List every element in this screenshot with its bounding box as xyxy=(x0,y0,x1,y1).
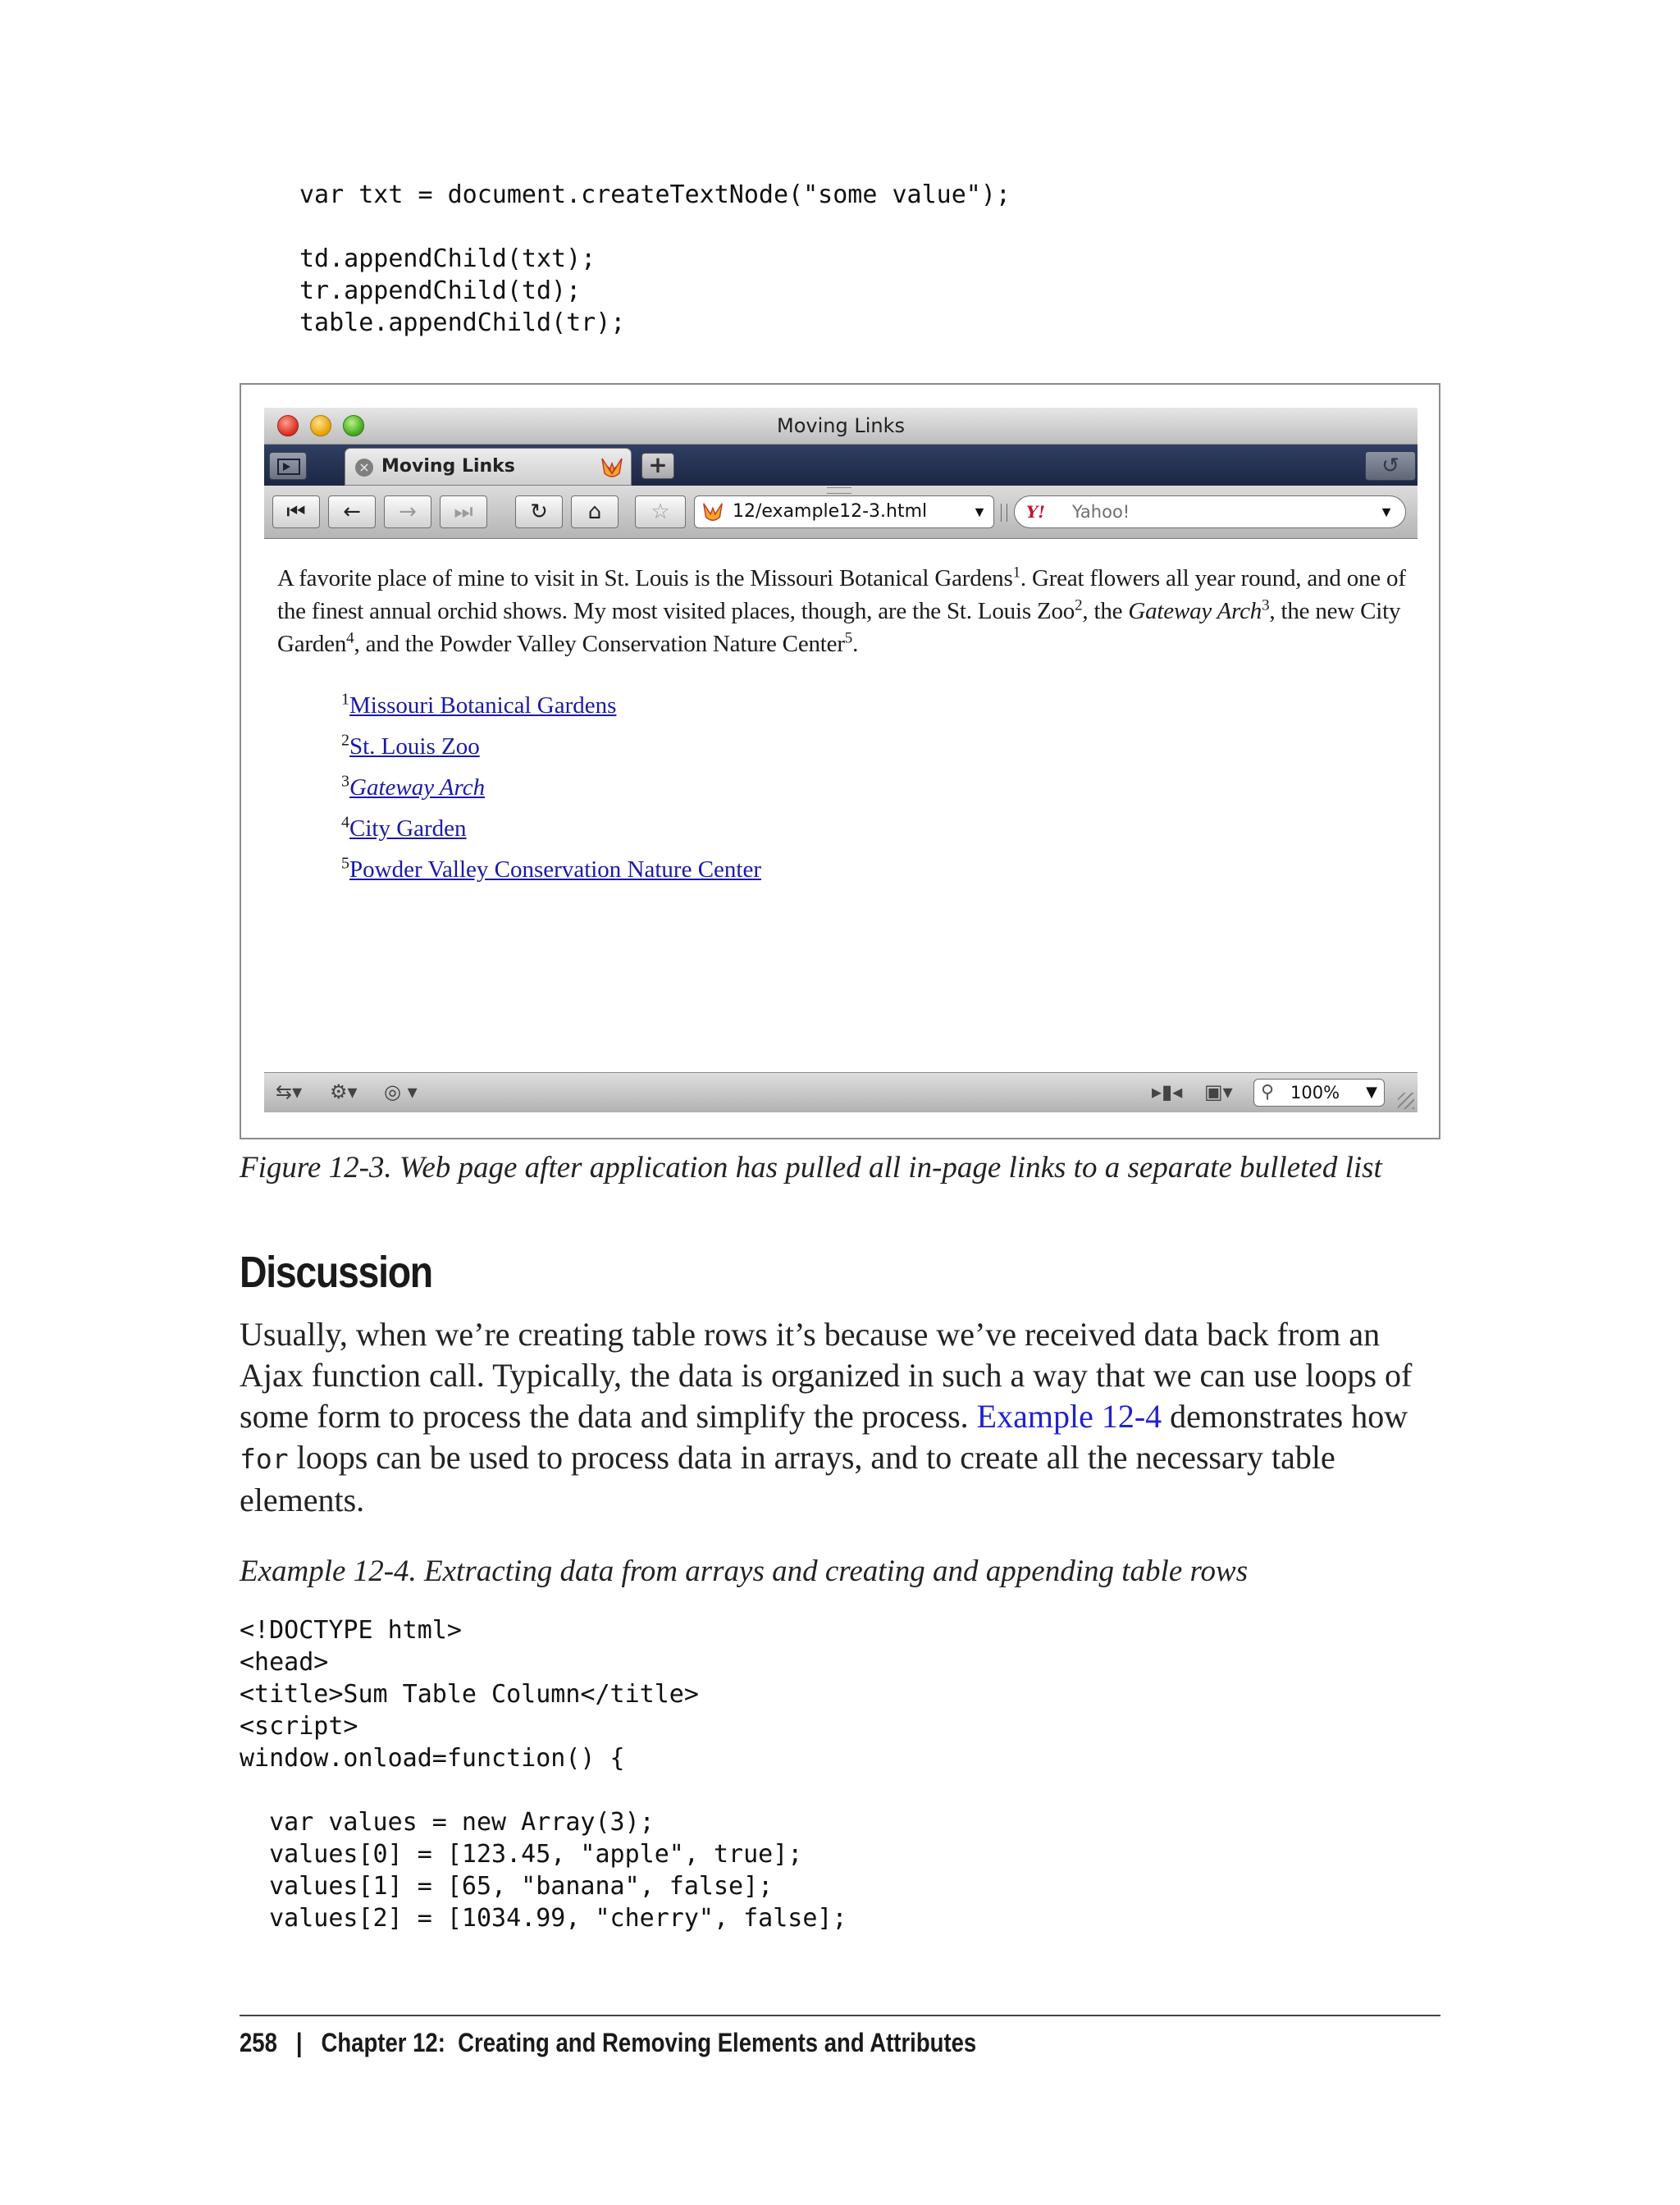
toolbar-splitter[interactable] xyxy=(1001,504,1007,522)
inline-code: for xyxy=(240,1443,289,1475)
network-icon[interactable]: ⚙▾ xyxy=(330,1080,358,1103)
link-city-garden[interactable]: City Garden xyxy=(349,815,467,842)
magnifier-icon: ⚲ xyxy=(1261,1082,1275,1102)
list-item xyxy=(341,726,761,767)
toolbar-grip xyxy=(827,487,851,494)
dropdown-arrow-icon[interactable]: ▼ xyxy=(1366,1084,1377,1101)
url-text: 12/example12-3.html xyxy=(733,501,928,522)
paragraph-text: , the new City Garden xyxy=(277,598,1401,657)
navigation-toolbar xyxy=(264,486,1418,539)
code-line: <!DOCTYPE html> xyxy=(240,1616,462,1645)
home-button[interactable]: ⌂ xyxy=(571,495,619,528)
media-icon[interactable]: ▸▮◂ xyxy=(1152,1080,1183,1103)
footnote-marker: 5 xyxy=(341,854,349,873)
sidebar-toggle-button[interactable] xyxy=(269,452,307,480)
footnote-marker: 3 xyxy=(1262,596,1270,614)
list-item xyxy=(341,808,761,849)
paragraph-text: A favorite place of mine to visit in St. Louis is the Missouri Botanical Gardens xyxy=(277,565,1013,591)
dropdown-arrow-icon[interactable]: ▼ xyxy=(972,504,987,520)
code-line: tr.appendChild(td); xyxy=(299,276,582,305)
paragraph-text: , and the Powder Valley Conservation Nature Center xyxy=(354,631,845,657)
history-icon[interactable]: ↺ xyxy=(1365,451,1416,481)
code-line: window.onload=function() { xyxy=(240,1744,625,1773)
code-block-example xyxy=(240,1614,847,1934)
new-tab-button[interactable]: + xyxy=(641,453,674,479)
footnote-marker: 4 xyxy=(346,629,354,647)
screen-icon[interactable]: ▣▾ xyxy=(1204,1080,1233,1103)
tab-moving-links[interactable] xyxy=(345,448,632,486)
footnote-marker: 5 xyxy=(844,629,853,647)
search-input[interactable] xyxy=(1014,495,1406,528)
back-button[interactable]: ← xyxy=(328,495,376,528)
last-page-button[interactable]: ⏭ xyxy=(440,495,487,528)
code-block-top xyxy=(299,179,1011,339)
footnote-marker: 3 xyxy=(341,772,349,791)
link-list xyxy=(341,685,761,890)
paragraph-text: demonstrates how xyxy=(1162,1398,1408,1435)
code-line: <script> xyxy=(240,1712,358,1741)
paragraph-text: loops can be used to process data in arrays, and to create all the necessary table elements. xyxy=(240,1439,1335,1518)
firefox-fox-icon xyxy=(701,500,724,523)
zoom-value: 100% xyxy=(1290,1083,1340,1102)
example-caption: Example 12-4. Extracting data from arrays and creating and appending table rows xyxy=(240,1554,1249,1588)
paragraph-text: , the xyxy=(1082,598,1129,624)
close-icon[interactable]: × xyxy=(355,459,373,477)
paragraph-text: . xyxy=(852,631,859,657)
list-item xyxy=(341,685,761,726)
code-line: values[2] = [1034.99, "cherry", false]; xyxy=(240,1904,847,1933)
reload-button[interactable]: ↻ xyxy=(515,495,563,528)
link-powder-valley[interactable]: Powder Valley Conservation Nature Center xyxy=(349,856,762,883)
window-title: Moving Links xyxy=(777,414,905,437)
footer-separator: | xyxy=(295,2028,303,2057)
web-page-content xyxy=(264,539,1418,1072)
paragraph-text: . Great flowers all year round, and one of the finest annual orchid shows. My most visited places, though, are the St. Louis Zoo xyxy=(277,565,1406,624)
body-paragraph xyxy=(240,1314,1442,1521)
footnote-marker: 1 xyxy=(1012,564,1020,582)
status-bar xyxy=(264,1072,1418,1112)
search-placeholder: Yahoo! xyxy=(1072,502,1130,522)
addon-bar-icon[interactable]: ⇆▾ xyxy=(276,1080,303,1103)
code-line: var values = new Array(3); xyxy=(240,1808,655,1837)
link-gateway-arch[interactable]: Gateway Arch xyxy=(349,774,486,801)
figure-caption: Figure 12-3. Web page after application has pulled all in-page links to a separate bulleted list xyxy=(240,1151,1382,1185)
code-line: <title>Sum Table Column</title> xyxy=(240,1680,699,1709)
zoom-control[interactable] xyxy=(1253,1079,1385,1107)
code-line: td.appendChild(txt); xyxy=(299,244,596,273)
tab-label: Moving Links xyxy=(381,456,515,477)
first-page-button[interactable]: ⏮ xyxy=(272,495,320,528)
page-number: 258 xyxy=(240,2028,277,2057)
footnote-marker: 1 xyxy=(341,690,349,709)
code-line: values[0] = [123.45, "apple", true]; xyxy=(240,1840,803,1869)
code-line: <head> xyxy=(240,1648,329,1677)
list-item xyxy=(341,849,761,890)
code-line: var txt = document.createTextNode("some value"); xyxy=(299,180,1011,209)
tab-bar xyxy=(264,445,1418,486)
globe-icon[interactable]: ◎ ▾ xyxy=(384,1080,418,1103)
window-titlebar[interactable] xyxy=(264,408,1418,445)
forward-button[interactable]: → xyxy=(384,495,431,528)
url-field[interactable] xyxy=(694,495,994,528)
browser-window xyxy=(264,408,1418,1115)
paragraph-emphasis: Gateway Arch xyxy=(1128,598,1262,624)
yahoo-icon[interactable]: Y! xyxy=(1026,502,1046,522)
footnote-marker: 2 xyxy=(1075,596,1083,614)
figure-screenshot xyxy=(240,383,1440,1139)
running-chapter-title: Chapter 12: Creating and Removing Elements and Attributes xyxy=(321,2028,977,2057)
firefox-fox-icon xyxy=(600,455,624,480)
code-line: values[1] = [65, "banana", false]; xyxy=(240,1872,774,1901)
paragraph-text: Usually, when we’re creating table rows it’s because we’ve received data back from an Ajax function call. Typically, the data is organized in such a way that we can use loops of some form to process the data and simplify the process. xyxy=(240,1316,1413,1435)
example-cross-reference-link[interactable]: Example 12-4 xyxy=(976,1398,1162,1435)
footnote-marker: 4 xyxy=(341,813,349,832)
resize-grip-icon[interactable] xyxy=(1398,1093,1414,1109)
footer-rule xyxy=(240,2015,1440,2016)
dropdown-arrow-icon[interactable]: ▼ xyxy=(1379,504,1394,520)
list-item xyxy=(341,767,761,808)
link-missouri-botanical-gardens[interactable]: Missouri Botanical Gardens xyxy=(349,692,617,719)
link-st-louis-zoo[interactable]: St. Louis Zoo xyxy=(349,733,480,760)
page-footer xyxy=(240,2028,976,2058)
section-heading: Discussion xyxy=(240,1248,432,1297)
bookmark-button[interactable]: ☆ xyxy=(635,495,686,528)
intro-paragraph xyxy=(277,562,1409,660)
code-line: table.appendChild(tr); xyxy=(299,308,626,337)
footnote-marker: 2 xyxy=(341,731,349,750)
